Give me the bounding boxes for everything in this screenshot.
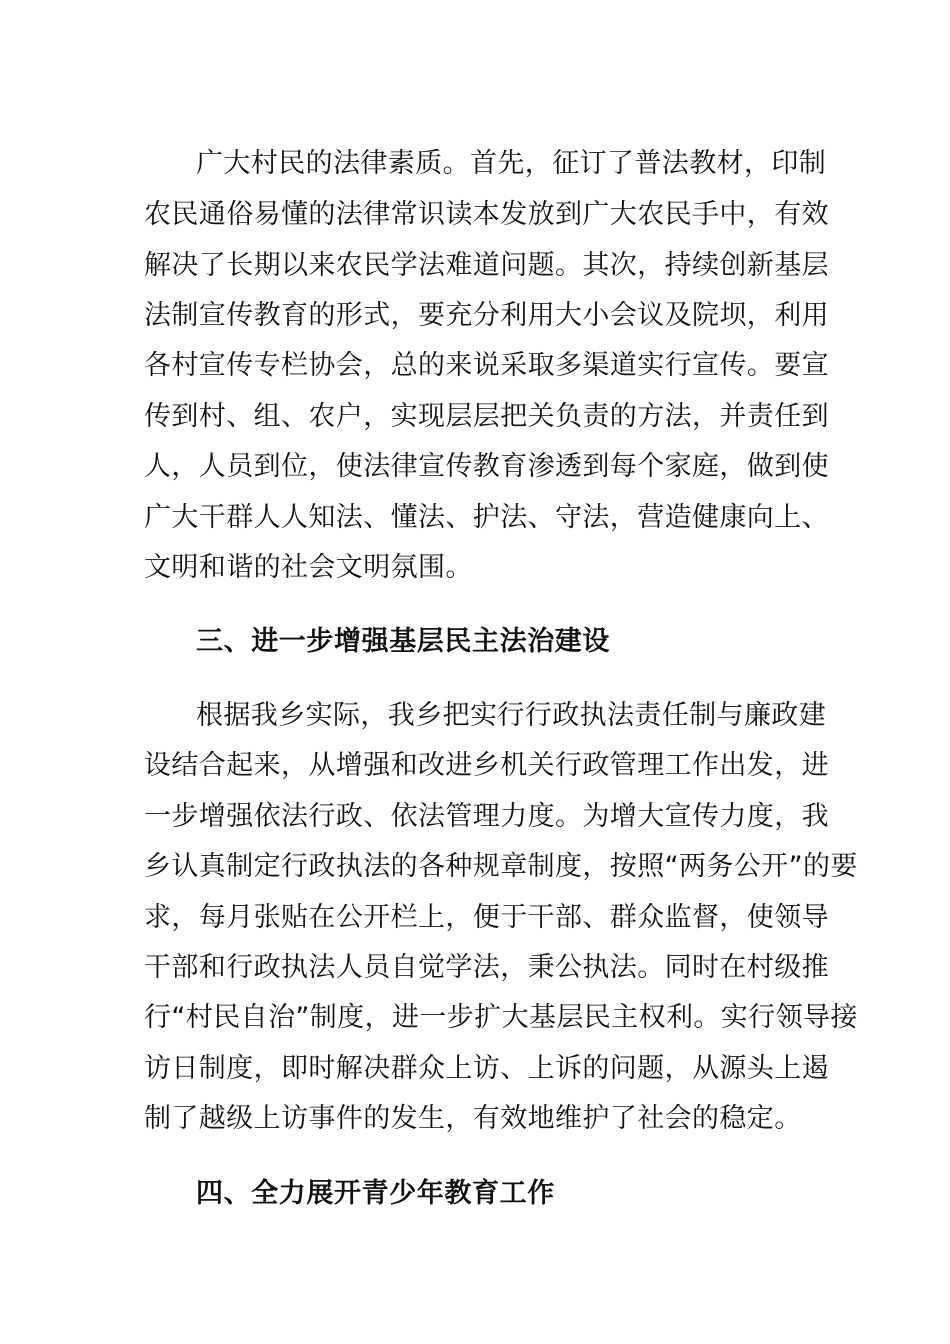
paragraph-line: 广大干群人人知法、懂法、护法、守法，营造健康向上、 [144, 502, 829, 533]
paragraph-line: 求，每月张贴在公开栏上，便于干部、群众监督，使领导 [144, 902, 829, 933]
paragraph-line: 传到村、组、农户，实现层层把关负责的方法，并责任到 [144, 401, 829, 432]
paragraph-line: 制了越级上访事件的发生，有效地维护了社会的稳定。 [144, 1103, 802, 1134]
paragraph-line: 解决了长期以来农民学法难道问题。其次，持续创新基层 [144, 250, 829, 281]
paragraph-line: 乡认真制定行政执法的各种规章制度，按照“两务公开”的要 [144, 851, 858, 882]
paragraph-line: 设结合起来，从增强和改进乡机关行政管理工作出发，进 [144, 750, 829, 781]
paragraph-line: 农民通俗易懂的法律常识读本发放到广大农民手中，有效 [144, 199, 829, 230]
paragraph-line: 行“村民自治”制度，进一步扩大基层民主权利。实行领导接 [144, 1002, 858, 1033]
paragraph-line: 根据我乡实际，我乡把实行行政执法责任制与廉政建 [196, 700, 827, 731]
section-heading-3: 三、进一步增强基层民主法治建设 [196, 626, 610, 657]
paragraph-line: 一步增强依法行政、依法管理力度。为增大宣传力度，我 [144, 801, 829, 832]
paragraph-line: 广大村民的法律素质。首先，征订了普法教材，印制 [196, 148, 827, 179]
paragraph-line: 法制宣传教育的形式，要充分利用大小会议及院坝，利用 [144, 300, 829, 331]
paragraph-line: 人，人员到位，使法律宣传教育渗透到每个家庭，做到使 [144, 451, 829, 482]
section-heading-4: 四、全力展开青少年教育工作 [196, 1178, 555, 1209]
paragraph-line: 各村宣传专栏协会，总的来说采取多渠道实行宣传。要宣 [144, 350, 829, 381]
paragraph-line: 干部和行政执法人员自觉学法，秉公执法。同时在村级推 [144, 952, 829, 983]
paragraph-line: 访日制度，即时解决群众上访、上诉的问题，从源头上遏 [144, 1053, 829, 1084]
paragraph-line: 文明和谐的社会文明氛围。 [144, 552, 473, 583]
